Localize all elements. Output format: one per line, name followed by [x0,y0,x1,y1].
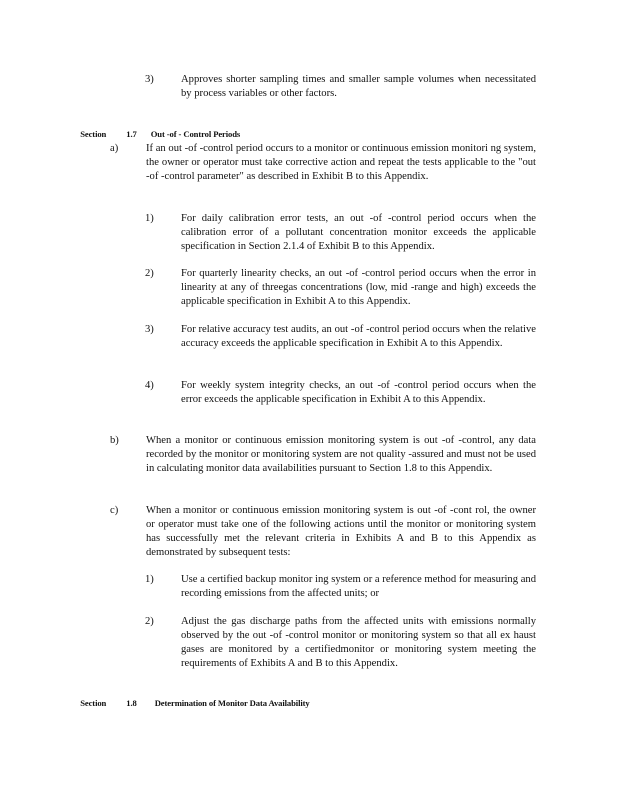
section-number: 1.7 [126,129,137,139]
list-number: 1) [145,213,154,224]
list-number: 4) [145,380,154,391]
list-number: 2) [145,616,154,627]
list-text: Use a certified backup monitor ing system or a reference method for measuring and recording emissions from the affected units; or [181,574,536,599]
list-text: For quarterly linearity checks, an out -of -control period occurs when the error in linearity at any of threegas concentrations (low, mid -range and high) exceeds the applicable specification in Exhibit A to this Appendix. [181,268,536,307]
section-label: Section [80,129,107,139]
section-label: Section [80,698,107,708]
list-text: When a monitor or continuous emission monitoring system is out -of -control, any data recorded by the monitor or monitoring system are not quality -assured and must not be used in calculating monitor data availabilities pursuant to Section 1.8 to this Appendix. [146,435,536,474]
list-number: 1) [145,574,154,585]
list-number: 3) [145,74,154,85]
list-text: For daily calibration error tests, an out -of -control period occurs when the calibration error of a pollutant concentration monitor exceeds the applicable specification in Section 2.1.4 of Exhibit B to this Appendix. [181,213,536,252]
list-number: 2) [145,268,154,279]
list-letter: b) [110,435,119,446]
list-number: 3) [145,324,154,335]
list-text: If an out -of -control period occurs to a monitor or continuous emission monitori ng system, the owner or operator must take corrective action and repeat the tests applicable to the "out -of -control parameter" as described in Exhibit B to this Appendix. [146,143,536,182]
section-title: Out -of - Control Periods [150,129,241,139]
list-text: Adjust the gas discharge paths from the affected units with emissions normally observed by the out -of -control monitor or monitoring system so that all ex haust gases are monitored by a certifiedmonitor or monitoring system meeting the requirements of Exhibits A and B to this Appendix. [181,616,536,669]
list-text: When a monitor or continuous emission monitoring system is out -of -cont rol, the owner or operator must take one of the following actions until the monitor or monitoring system has successfully met the relevant criteria in Exhibits A and B to this Appendix as demonstrated by subsequent tests: [146,505,536,558]
list-text: For weekly system integrity checks, an out -of -control period occurs when the error exceeds the applicable specification in Exhibit A to this Appendix. [181,380,536,405]
section-heading-1-8 [72,687,310,720]
section-number: 1.8 [126,698,137,708]
list-text: Approves shorter sampling times and smaller sample volumes when necessitated by process variables or other factors. [181,74,536,99]
section-title: Determination of Monitor Data Availability [154,698,310,708]
list-letter: a) [110,143,119,154]
list-text: For relative accuracy test audits, an out -of -control period occurs when the relative accuracy exceeds the applicable specification in Exhibit A to this Appendix. [181,324,536,349]
list-letter: c) [110,505,119,516]
